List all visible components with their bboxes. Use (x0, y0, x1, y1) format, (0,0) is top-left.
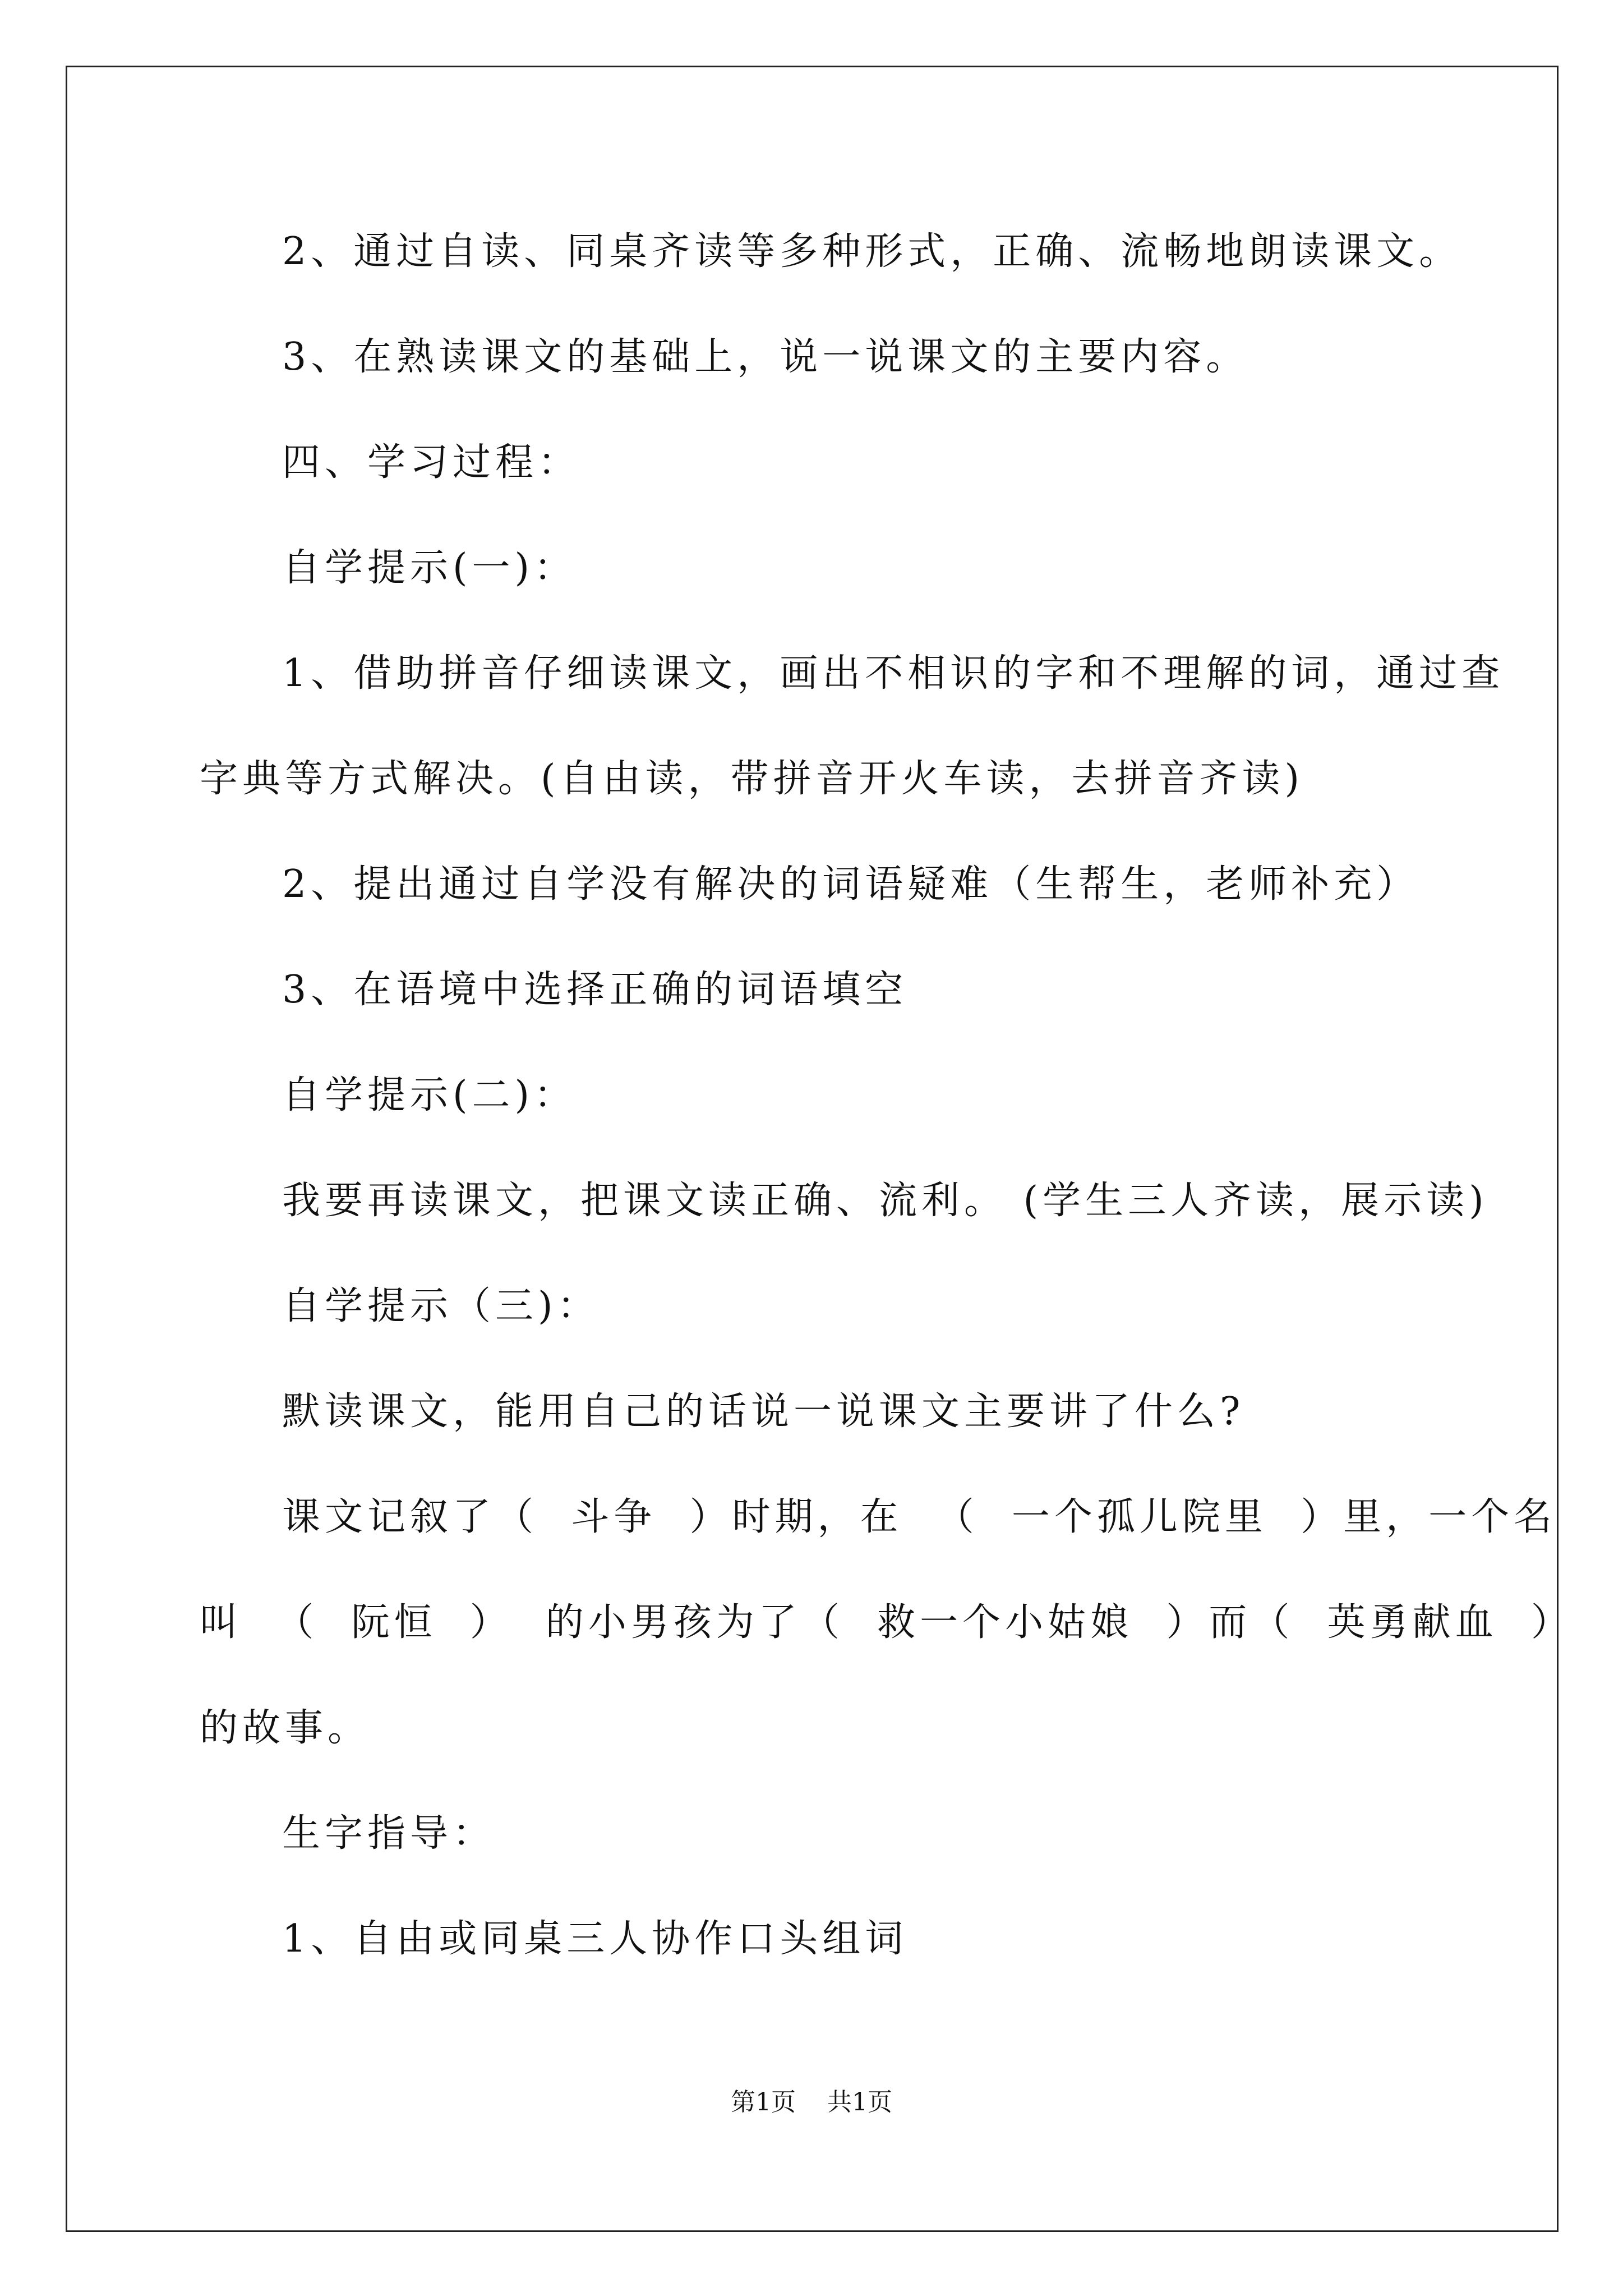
page-footer: 第1页 共1页 (731, 2088, 892, 2116)
text-line-1: 2、通过自读、同桌齐读等多种形式，正确、流畅地朗读课文。 (282, 229, 1462, 274)
self-study-hint-1-heading: 自学提示(一)： (282, 546, 577, 590)
text-line-12: 默读课文，能用自己的话说一说课文主要讲了什么? (282, 1389, 1245, 1434)
self-study-hint-2-heading: 自学提示(二)： (282, 1073, 577, 1117)
text-line-7: 2、提出通过自学没有解决的词语疑难（生帮生，老师补充） (282, 862, 1419, 907)
text-line-17: 1、自由或同桌三人协作口头组词 (282, 1917, 908, 1961)
text-line-5: 1、借助拼音仔细读课文，画出不相识的字和不理解的词，通过查 (282, 651, 1505, 696)
character-guidance-heading: 生字指导： (282, 1811, 496, 1856)
text-line-15: 的故事。 (200, 1706, 371, 1750)
text-line-14: 叫 （ 阮恒 ） 的小男孩为了（ 救一个小姑娘 ）而（ 英勇献血 ） (200, 1600, 1574, 1645)
text-line-6: 字典等方式解决。(自由读，带拼音开火车读，去拼音齐读) (200, 757, 1304, 801)
text-line-10: 我要再读课文，把课文读正确、流利。 (学生三人齐读，展示读) (282, 1179, 1488, 1223)
text-line-8: 3、在语境中选择正确的词语填空 (282, 968, 908, 1012)
text-line-2: 3、在熟读课文的基础上，说一说课文的主要内容。 (282, 335, 1249, 379)
self-study-hint-3-heading: 自学提示（三)： (282, 1284, 600, 1328)
section-heading: 四、学习过程： (282, 440, 581, 485)
text-line-13: 课文记叙了（ 斗争 ）时期，在 （ 一个孤儿院里 ）里，一个名 (282, 1495, 1557, 1539)
